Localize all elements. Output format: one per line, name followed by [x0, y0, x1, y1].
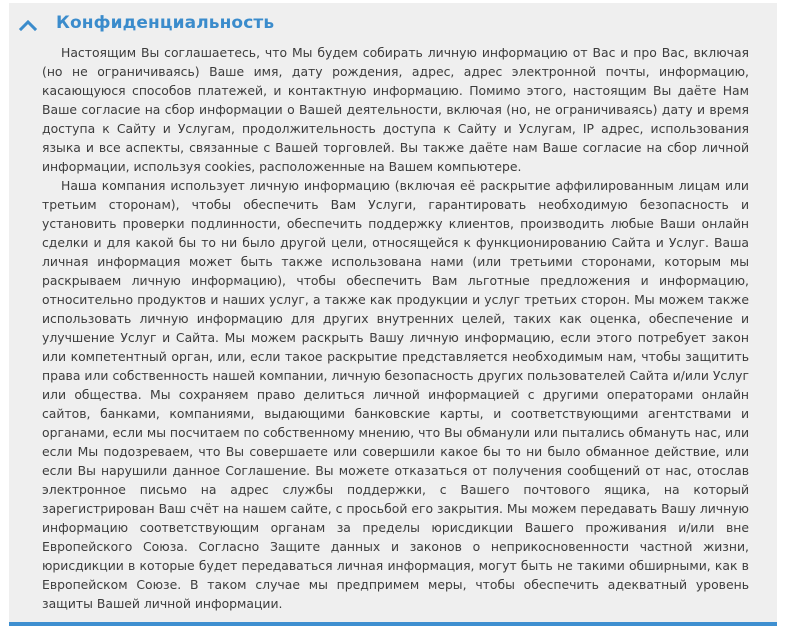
privacy-section-panel	[9, 3, 777, 626]
section-content	[42, 43, 749, 613]
paragraph-data-collection: Настоящим Вы соглашаетесь, что Мы будем собирать личную информацию от Вас и про Вас, включая (но не ограничиваясь) Ваше имя, дату рождения, адрес, адрес электронной почты, информацию, касающуюся способов платежей, и контактную информацию. Помимо этого, настоящим Вы даёте Нам Ваше согласие на сбор информации о Вашей деятельности, включая (но, не ограничиваясь) дату и время доступа к Сайту и Услугам, продолжительность доступа к Сайту и Услугам, IP адрес, использования языка и все аспекты, связанные с Вашей торговлей. Вы также даёте нам Ваше согласие на сбор личной информации, используя cookies, расположенные на Вашем компьютере.	[42, 45, 749, 174]
paragraph-data-usage: Наша компания использует личную информацию (включая её раскрытие аффилированным лицам или третьим сторонам), чтобы обеспечить Вам Услуги, гарантировать необходимую безопасность и установить проверки подлинности, обеспечить поддержку клиентов, производить любые Ваши онлайн сделки и для какой бы то ни было другой цели, относящейся к функционированию Сайта и Услуг. Ваша личная информация может быть также использована нами (или третьими сторонами, которым мы раскрываем личную информацию), чтобы обеспечить Вам льготные предложения и информацию, относительно продуктов и наших услуг, а также как продукции и услуг третьих сторон. Мы можем также использовать личную информацию для других внутренних целей, таких как оценка, обеспечение и улучшение Услуг и Сайта. Мы можем раскрыть Вашу личную информацию, если этого потребует закон или компетентный орган, или, если такое раскрытие представляется необходимым нам, чтобы защитить права или собственность нашей компании, личную безопасность других пользователей Сайта и/или Услуг или общества. Мы сохраняем право делиться личной информацией с другими операторами онлайн сайтов, банками, компаниями, выдающими банковские карты, и соответствующими агентствами и органами, если мы посчитаем по собственному мнению, что Вы обманули или пытались обмануть нас, или если Мы подозреваем, что Вы совершаете или совершили какое бы то ни было обманное действие, или если Вы нарушили данное Соглашение. Вы можете отказаться от получения сообщений от нас, отослав электронное письмо на адрес службы поддержки, с Вашего почтового ящика, на который зарегистрирован Ваш счёт на нашем сайте, с просьбой его закрытия. Мы можем передавать Вашу личную информацию соответствующим органам за пределы юрисдикции Вашего проживания и/или вне Европейского Союза. Согласно Защите данных и законов о неприкосновенности частной жизни, юрисдикции в которые будет передаваться личная информация, могут быть не такими обширными, как в Европейском Союзе. В таком случае мы предпримем меры, чтобы обеспечить адекватный уровень защиты Вашей личной информации.	[42, 178, 750, 611]
chevron-up-icon[interactable]	[18, 18, 38, 32]
section-title[interactable]: Конфиденциальность	[56, 13, 275, 33]
